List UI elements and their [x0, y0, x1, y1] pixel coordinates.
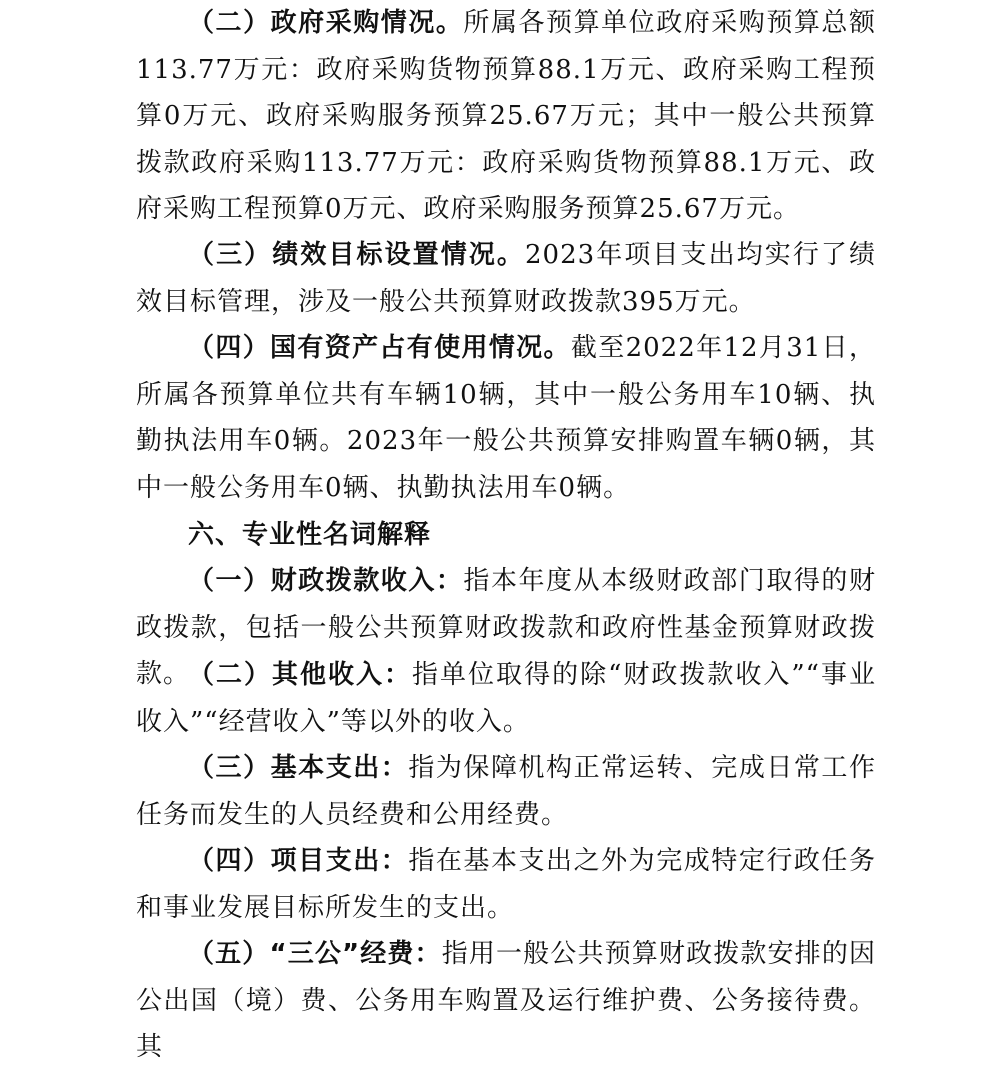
term-lead: （三）基本支出：: [188, 753, 409, 783]
term-other-income: [136, 652, 876, 745]
paragraph-performance-targets: [136, 232, 876, 325]
paragraph-lead: （二）政府采购情况。: [188, 8, 464, 38]
term-lead: （二）其他收入：: [188, 660, 413, 690]
term-basic-expenditure: [136, 745, 876, 838]
term-text: 指用一般公共预算财政拨款安排的因公出国（境）费、公务用车购置及运行维护费、公务接待费。其: [136, 939, 876, 1062]
term-text: 指在基本支出之外为完成特定行政任务和事业发展目标所发生的支出。: [136, 846, 876, 923]
paragraph-state-assets: [136, 325, 876, 511]
section-heading: 六、专业性名词解释: [188, 520, 432, 550]
term-lead: （五）“三公”经费：: [188, 939, 442, 969]
term-lead: （四）项目支出：: [188, 846, 409, 876]
paragraph-government-procurement: [136, 0, 876, 233]
paragraph-lead: （四）国有资产占有使用情况。: [188, 333, 571, 363]
paragraph-text: 截至2022年12月31日，所属各预算单位共有车辆10辆，其中一般公务用车10辆、执勤执法用车0辆。2023年一般公共预算安排购置车辆0辆，其中一般公务用车0辆、执勤执法用车0辆。: [136, 333, 876, 503]
paragraph-text: 2023年项目支出均实行了绩效目标管理，涉及一般公共预算财政拨款395万元。: [136, 240, 876, 317]
paragraph-lead: （三）绩效目标设置情况。: [188, 240, 525, 270]
term-text: 指为保障机构正常运转、完成日常工作任务而发生的人员经费和公用经费。: [136, 753, 876, 830]
term-lead: （一）财政拨款收入：: [188, 566, 464, 596]
term-three-public-expenses: [136, 931, 876, 1071]
paragraph-text: 所属各预算单位政府采购预算总额113.77万元：政府采购货物预算88.1万元、政府采购工程预算0万元、政府采购服务预算25.67万元；其中一般公共预算拨款政府采购113.77万元：政府采购货物预算88.1万元、政府采购工程预算0万元、政府采购服务预算25.67万元。: [136, 8, 876, 224]
term-project-expenditure: [136, 838, 876, 931]
term-text: 指单位取得的除“财政拨款收入”“事业收入”“经营收入”等以外的收入。: [136, 660, 876, 737]
term-text: 指本年度从本级财政部门取得的财政拨款，包括一般公共预算财政拨款和政府性基金预算财政拨款。: [136, 566, 876, 689]
